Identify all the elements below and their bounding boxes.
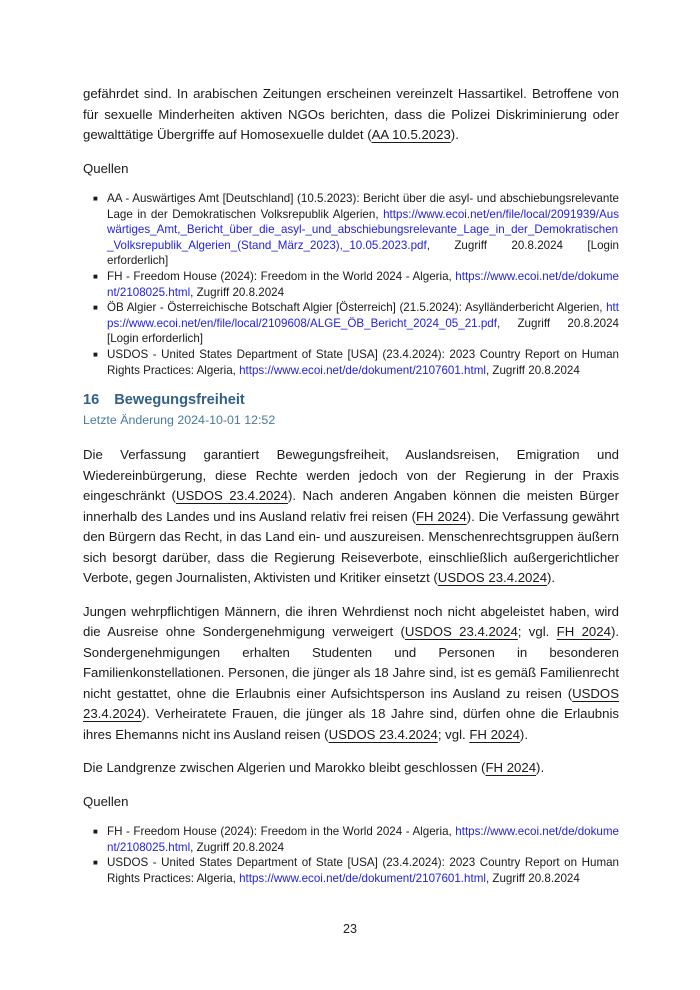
paragraph: Jungen wehrpflichtigen Männern, die ihren Wehrdienst noch nicht abgeleistet haben, wird die Ausreise ohne Sondergenehmigung verweigert (USDOS 23.4.2024; vgl. FH 2024). Sondergenehmigungen erhalten Studenten und Personen in besonderen Familienkonstellationen. Personen, die jünger als 18 Jahre sind, ist es gemäß Familienrecht nicht gestattet, ohne die Erlaubnis einer Aufsichtsperson ins Ausland zu reisen (USDOS 23.4.2024). Verheiratete Frauen, die jünger als 18 Jahre sind, dürfen ohne die Erlaubnis ihres Ehemanns nicht ins Ausland reisen (USDOS 23.4.2024; vgl. FH 2024). bbox=[83, 603, 619, 742]
citation-link[interactable]: FH 2024 bbox=[415, 508, 467, 524]
source-item bbox=[83, 855, 619, 886]
source-link[interactable]: https://www.ecoi.net/en/file/local/2091939/Auswärtiges_Amt,_Bericht_über_die_asyl-_und_abschiebungsrelevante_Lage_in_der_Demokratischen_Volksrepublik_Algerien_(Stand_März_2023),_10.05.2023.pdf bbox=[107, 207, 619, 252]
source-link[interactable]: https://www.ecoi.net/en/file/local/2109608/ALGE_ÖB_Bericht_2024_05_21.pdf bbox=[107, 301, 619, 330]
citation-link[interactable]: USDOS 23.4.2024 bbox=[83, 685, 619, 722]
source-item-text: AA - Auswärtiges Amt [Deutschland] (10.5.2023): Bericht über die asyl- und abschiebungsrelevante Lage in der Demokratischen Volksrepublik Algerien, https://www.ecoi.net/en/file/local/2091939/Auswärtiges_Amt,_Bericht_über_die_asyl-_und_abschiebungsrelevante_Lage_in_der_Demokratischen_Volksrepublik_Algerien_(Stand_März_2023),_10.05.2023.pdf, Zugriff 20.8.2024 [Login erforderlich] bbox=[107, 192, 619, 268]
sources-list bbox=[83, 824, 619, 886]
source-item bbox=[83, 269, 619, 300]
section-body bbox=[83, 445, 619, 779]
section-heading bbox=[83, 392, 619, 409]
citation-link[interactable]: USDOS 23.4.2024 bbox=[328, 726, 438, 742]
citation-link[interactable]: AA 10.5.2023 bbox=[371, 127, 451, 142]
sources-list bbox=[83, 191, 619, 378]
source-item bbox=[83, 191, 619, 269]
source-link[interactable]: https://www.ecoi.net/de/dokument/2108025.html bbox=[107, 825, 619, 854]
citation-link[interactable]: USDOS 23.4.2024 bbox=[404, 624, 518, 640]
citation-link[interactable]: FH 2024 bbox=[556, 624, 611, 640]
source-item-text: USDOS - United States Department of State [USA] (23.4.2024): 2023 Country Report on Human Rights Practices: Algeria, https://www.ecoi.net/de/dokument/2107601.html, Zugriff 20.8.2024 bbox=[107, 347, 619, 377]
source-link[interactable]: https://www.ecoi.net/de/dokument/2108025.html bbox=[107, 269, 619, 299]
section-title: Bewegungsfreiheit bbox=[114, 392, 245, 409]
sources-label: Quellen bbox=[83, 160, 129, 176]
bullet-square-icon: ■ bbox=[93, 271, 98, 281]
source-link[interactable]: https://www.ecoi.net/de/dokument/2107601.html bbox=[239, 363, 486, 377]
source-item bbox=[83, 347, 619, 378]
source-item bbox=[83, 824, 619, 855]
source-item-text: ÖB Algier - Österreichische Botschaft Algier [Österreich] (21.5.2024): Asylländerbericht Algerien, https://www.ecoi.net/en/file/local/2109608/ALGE_ÖB_Bericht_2024_05_21.pdf, Zugriff 20.8.2024 [Login erforderlich] bbox=[107, 301, 619, 346]
source-item-text: USDOS - United States Department of State [USA] (23.4.2024): 2023 Country Report on Human Rights Practices: Algeria, https://www.ecoi.net/de/dokument/2107601.html, Zugriff 20.8.2024 bbox=[107, 856, 619, 885]
source-item bbox=[83, 300, 619, 347]
source-item-text: FH - Freedom House (2024): Freedom in the World 2024 - Algeria, https://www.ecoi.net/de/dokument/2108025.html, Zugriff 20.8.2024 bbox=[107, 825, 619, 854]
last-updated-label: Letzte Änderung 2024-10-01 12:52 bbox=[83, 413, 276, 428]
sources-label: Quellen bbox=[83, 793, 129, 809]
source-item-text: FH - Freedom House (2024): Freedom in the World 2024 - Algeria, https://www.ecoi.net/de/dokument/2108025.html, Zugriff 20.8.2024 bbox=[107, 269, 619, 299]
citation-link[interactable]: FH 2024 bbox=[485, 760, 537, 776]
page-content bbox=[83, 84, 619, 901]
citation-link[interactable]: USDOS 23.4.2024 bbox=[437, 570, 548, 586]
bullet-square-icon: ■ bbox=[93, 858, 98, 868]
paragraph: Die Verfassung garantiert Bewegungsfreiheit, Auslandsreisen, Emigration und Wiedereinbürgerung, diese Rechte werden jedoch von der Regierung in der Praxis eingeschränkt (USDOS 23.4.2024). Nach anderen Angaben können die meisten Bürger innerhalb des Landes und ins Ausland relativ frei reisen (FH 2024). Die Verfassung gewährt den Bürgern das Recht, in das Land ein- und auszureisen. Menschenrechtsgruppen äußern sich besorgt darüber, dass die Regierung Reiseverbote, einschließlich außergerichtlicher Verbote, gegen Journalisten, Aktivisten und Kritiker einsetzt (USDOS 23.4.2024). bbox=[83, 447, 620, 586]
citation-link[interactable]: FH 2024 bbox=[469, 726, 520, 742]
bullet-square-icon: ■ bbox=[93, 303, 98, 313]
source-link[interactable]: https://www.ecoi.net/de/dokument/2107601.html bbox=[239, 871, 486, 885]
bullet-square-icon: ■ bbox=[93, 827, 98, 837]
bullet-square-icon: ■ bbox=[93, 194, 98, 203]
bullet-square-icon: ■ bbox=[93, 349, 98, 359]
section-number: 16 bbox=[83, 392, 100, 409]
citation-link[interactable]: USDOS 23.4.2024 bbox=[175, 488, 288, 504]
page-number: 23 bbox=[342, 922, 357, 936]
intro-paragraph: gefährdet sind. In arabischen Zeitungen erscheinen vereinzelt Hassartikel. Betroffene von für sexuelle Minderheiten aktiven NGOs berichten, dass die Polizei Diskriminierung oder gewalttätige Übergriffe auf Homosexuelle duldet (AA 10.5.2023). bbox=[83, 86, 619, 142]
paragraph: Die Landgrenze zwischen Algerien und Marokko bleibt geschlossen (FH 2024). bbox=[83, 760, 545, 776]
